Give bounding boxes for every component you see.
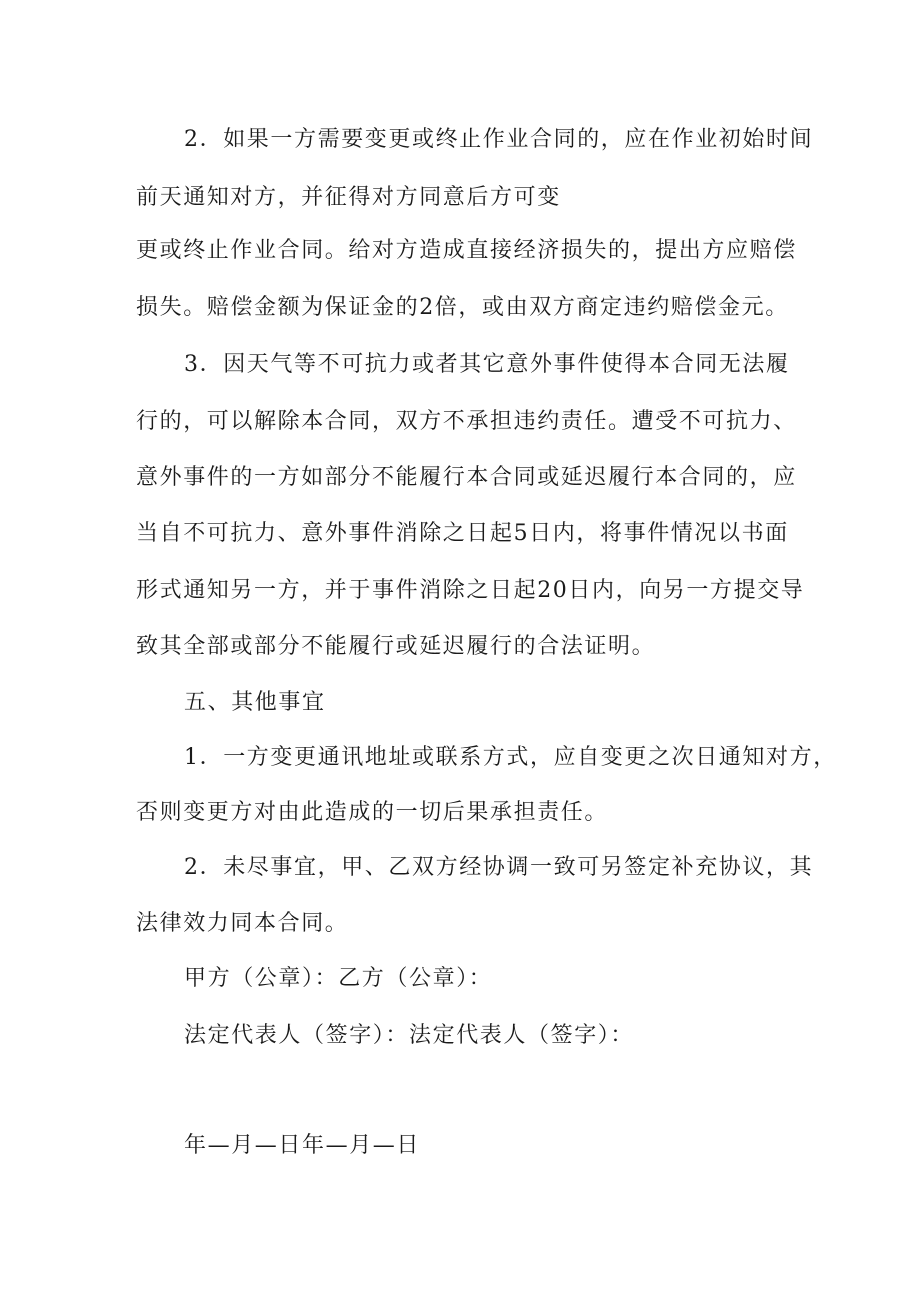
clause-2-line-4: 损失。赔偿金额为保证金的2倍，或由双方商定违约赔偿金元。 — [136, 295, 789, 320]
clause-3-line-6: 致其全部或部分不能履行或延迟履行的合法证明。 — [136, 634, 656, 659]
clause-3-line-2: 行的，可以解除本合同，双方不承担违约责任。遭受不可抗力、 — [136, 409, 797, 434]
clause-2-line-1: 2．如果一方需要变更或终止作业合同的，应在作业初始时间 — [184, 127, 814, 152]
other-clause-1-line-1: 1．一方变更通讯地址或联系方式，应自变更之次日通知对方， — [184, 745, 837, 770]
legal-representative-line: 法定代表人（签字）：法定代表人（签字）： — [184, 1023, 635, 1048]
section-heading-5: 五、其他事宜 — [184, 690, 326, 715]
other-clause-1-line-2: 否则变更方对由此造成的一切后果承担责任。 — [136, 800, 609, 825]
clause-3-line-3: 意外事件的一方如部分不能履行本合同或延迟履行本合同的，应 — [136, 465, 797, 490]
clause-2-line-3: 更或终止作业合同。给对方造成直接经济损失的，提出方应赔偿 — [136, 238, 797, 263]
other-clause-2-line-2: 法律效力同本合同。 — [136, 911, 349, 936]
clause-2-line-2: 前天通知对方，并征得对方同意后方可变 — [136, 185, 561, 210]
clause-3-line-4: 当自不可抗力、意外事件消除之日起5日内，将事件情况以书面 — [136, 521, 789, 546]
other-clause-2-line-1: 2．未尽事宜，甲、乙双方经协调一致可另签定补充协议，其 — [184, 855, 814, 880]
clause-3-line-1: 3．因天气等不可抗力或者其它意外事件使得本合同无法履 — [184, 352, 790, 377]
clause-3-line-5: 形式通知另一方，并于事件消除之日起20日内，向另一方提交导 — [136, 578, 805, 603]
party-seal-line: 甲方（公章）：乙方（公章）： — [184, 966, 493, 991]
date-line: 年—月—日年—月—日 — [184, 1133, 421, 1158]
